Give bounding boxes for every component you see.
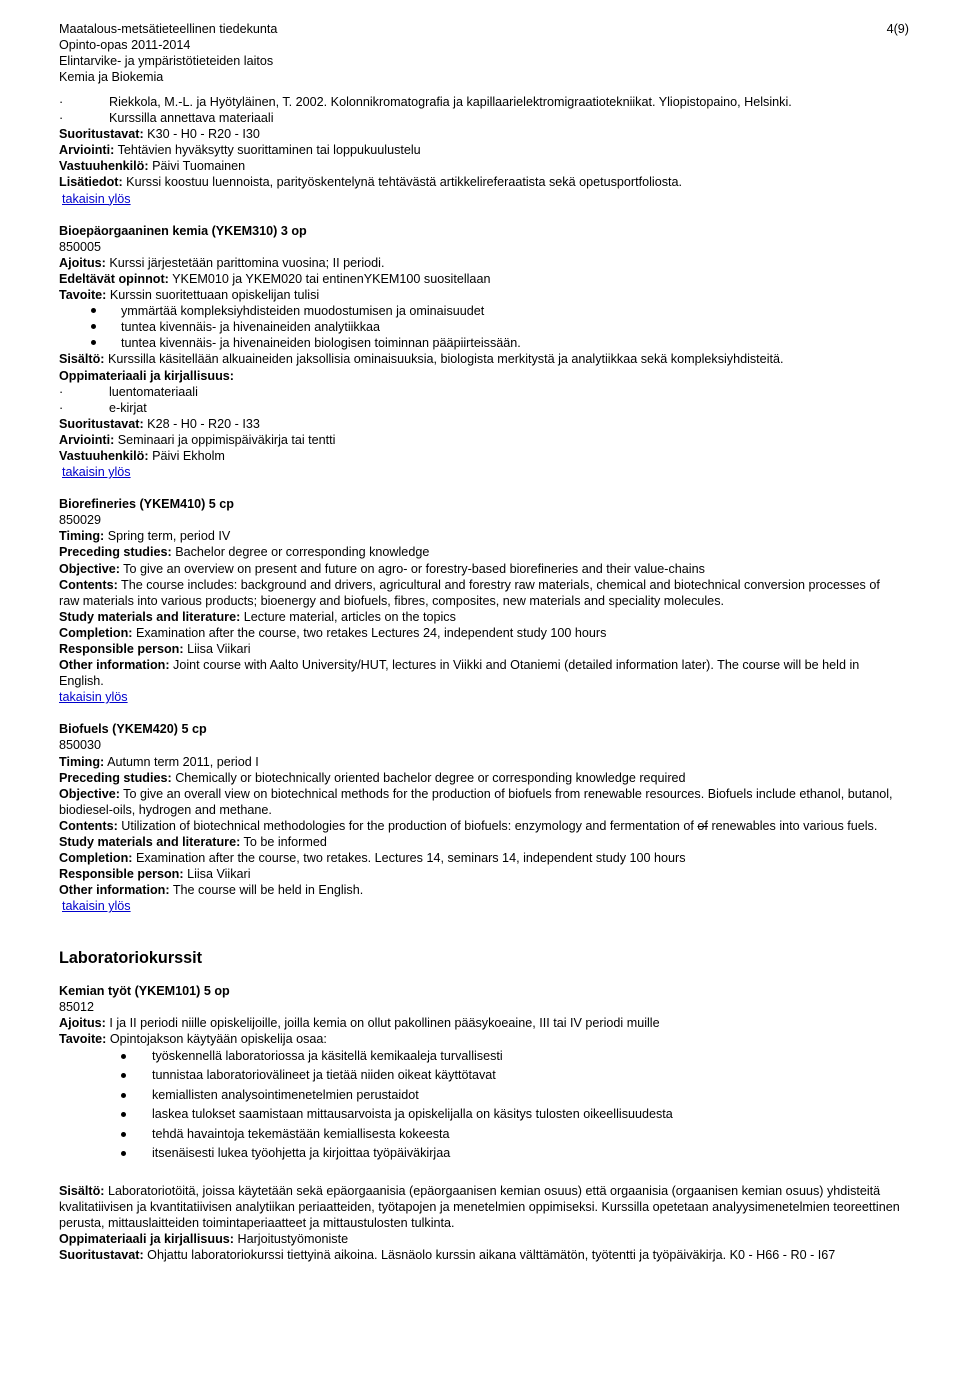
intro-suoritustavat: Suoritustavat: K30 - H0 - R20 - I30 xyxy=(59,127,260,142)
back-to-top-link[interactable]: takaisin ylös xyxy=(62,465,131,480)
list-item: laskea tulokset saamistaan mittausarvoista ja opiskelijalla on käsitys tulosten oikeellisuudesta xyxy=(59,1105,901,1125)
intro-arviointi: Arviointi: Tehtävien hyväksytty suorittaminen tai loppukuulustelu xyxy=(59,143,421,158)
course-tavoite: Tavoite: Opintojakson käytyään opiskelija osaa: xyxy=(59,1031,327,1046)
course-code: 850005 xyxy=(59,239,102,254)
material-item: · luentomateriaali xyxy=(59,384,198,399)
header-guide: Opinto-opas 2011-2014 xyxy=(59,38,191,53)
material-item: · Kurssilla annettava materiaali xyxy=(59,111,274,126)
course-suoritustavat: Suoritustavat: Ohjattu laboratoriokurssi tiettyinä aikoina. Läsnäolo kurssin aikana välttämätön, työtentti ja työpäiväkirja. K0 - H66 - R0 - I67 xyxy=(59,1248,836,1263)
course-study-materials: Study materials and literature: To be informed xyxy=(59,835,327,850)
back-to-top-link[interactable]: takaisin ylös xyxy=(59,690,128,705)
goal-list xyxy=(59,1047,901,1164)
header-faculty: Maatalous-metsätieteellinen tiedekunta xyxy=(59,22,278,36)
course-code: 85012 xyxy=(59,999,95,1014)
course-title: Biofuels (YKEM420) 5 cp xyxy=(59,722,207,737)
course-contents: Contents: Utilization of biotechnical methodologies for the production of biofuels: enzymology and fermentation of of renewables into various fuels. xyxy=(59,818,878,833)
course-sisalto: Sisältö: Laboratoriotöitä, joissa käytetään sekä epäorgaanisia (epäorgaanisen kemian osuus) että orgaanisia (orgaanisen kemian osuus) yhdisteitä kvalitatiivisen ja kvantitatiivisen analytiikan periaatteiden, työtapojen ja menetelmien oppimiseksi. Kurssilla opetetaan analyysimenetelmien teoreettinen perusta, mittauslaitteiden toimintaperiaatteet ja mittaustulosten tulkinta. xyxy=(59,1183,900,1231)
course-suoritustavat: Suoritustavat: K28 - H0 - R20 - I33 xyxy=(59,416,260,431)
header-subject: Kemia ja Biokemia xyxy=(59,70,164,85)
course-objective: Objective: To give an overview on present and future on agro- or forestry-based biorefineries and their value-chains xyxy=(59,561,705,576)
list-item: tuntea kivennäis- ja hivenaineiden analytiikkaa xyxy=(59,319,901,335)
course-ajoitus: Ajoitus: Kurssi järjestetään parittomina vuosina; II periodi. xyxy=(59,255,385,270)
intro-lisatiedot: Lisätiedot: Kurssi koostuu luennoista, parityöskentelynä tehtävästä artikkelireferaatista sekä opetusportfoliosta. xyxy=(59,175,683,190)
back-to-top-link[interactable]: takaisin ylös xyxy=(62,899,131,914)
struck-text: of xyxy=(697,818,708,833)
course-sisalto: Sisältö: Kurssilla käsitellään alkuaineiden jaksollisia ominaisuuksia, biologista merkitystä ja analytiikkaa sekä kompleksiyhdisteitä. xyxy=(59,352,784,367)
course-timing: Timing: Spring term, period IV xyxy=(59,529,231,544)
goal-list xyxy=(59,303,901,351)
course-other-info: Other information: The course will be held in English. xyxy=(59,883,364,898)
intro-vastuuhenkilo: Vastuuhenkilö: Päivi Tuomainen xyxy=(59,159,246,174)
course-timing: Timing: Autumn term 2011, period I xyxy=(59,754,259,769)
list-item: kemiallisten analysointimenetelmien perustaidot xyxy=(59,1086,901,1106)
course-edeltavat: Edeltävät opinnot: YKEM010 ja YKEM020 tai entinenYKEM100 suositellaan xyxy=(59,271,491,286)
course-preceding: Preceding studies: Bachelor degree or corresponding knowledge xyxy=(59,545,430,560)
course-arviointi: Arviointi: Seminaari ja oppimispäiväkirja tai tentti xyxy=(59,432,336,447)
material-item: · e-kirjat xyxy=(59,400,147,415)
back-to-top-link[interactable]: takaisin ylös xyxy=(62,191,131,206)
course-title: Kemian työt (YKEM101) 5 op xyxy=(59,983,230,998)
course-responsible: Responsible person: Liisa Viikari xyxy=(59,867,251,882)
course-other-info: Other information: Joint course with Aalto University/HUT, lectures in Viikki and Otaniemi (detailed information later). The course will be held in English. xyxy=(59,658,860,689)
list-item: työskennellä laboratoriossa ja käsitellä kemikaaleja turvallisesti xyxy=(59,1047,901,1067)
course-code: 850030 xyxy=(59,738,102,753)
course-oppimateriaali: Oppimateriaali ja kirjallisuus: Harjoitustyömoniste xyxy=(59,1232,349,1247)
list-item: tunnistaa laboratoriovälineet ja tietää niiden oikeat käyttötavat xyxy=(59,1066,901,1086)
course-title: Biorefineries (YKEM410) 5 cp xyxy=(59,497,234,512)
reference-item: · Riekkola, M.-L. ja Hyötyläinen, T. 2002. Kolonnikromatografia ja kapillaarielektromigraatiotekniikat. Yliopistopaino, Helsinki. xyxy=(59,95,792,109)
course-contents: Contents: The course includes: background and drivers, agricultural and forestry raw materials, chemical and biotechnical conversion processes of raw materials into various products; bioenergy and biofuels, fibres, composites, new materials and speciality molecules. xyxy=(59,577,880,608)
course-title: Bioepäorgaaninen kemia (YKEM310) 3 op xyxy=(59,223,307,238)
course-oppimateriaali: Oppimateriaali ja kirjallisuus: xyxy=(59,368,234,383)
course-objective: Objective: To give an overall view on biotechnical methods for the production of biofuels from renewable resources. Biofuels include ethanol, butanol, biodiesel-oils, hydrogen and methane. xyxy=(59,786,893,817)
course-preceding: Preceding studies: Chemically or biotechnically oriented bachelor degree or corresponding knowledge required xyxy=(59,770,686,785)
page-header xyxy=(59,21,909,85)
section-heading: Laboratoriokurssit xyxy=(59,948,203,967)
course-study-materials: Study materials and literature: Lecture material, articles on the topics xyxy=(59,609,456,624)
main-content xyxy=(59,94,901,1263)
course-tavoite: Tavoite: Kurssin suoritettuaan opiskelijan tulisi xyxy=(59,288,320,303)
course-ajoitus: Ajoitus: I ja II periodi niille opiskelijoille, joilla kemia on ollut pakollinen pääsykoeaine, III tai IV periodi muille xyxy=(59,1015,660,1030)
list-item: ymmärtää kompleksiyhdisteiden muodostumisen ja ominaisuudet xyxy=(59,303,901,319)
list-item: itsenäisesti lukea työohjetta ja kirjoittaa työpäiväkirjaa xyxy=(59,1144,901,1164)
course-responsible: Responsible person: Liisa Viikari xyxy=(59,642,251,656)
course-completion: Completion: Examination after the course, two retakes Lectures 24, independent study 100 hours xyxy=(59,625,607,640)
list-item: tehdä havaintoja tekemästään kemiallisesta kokeesta xyxy=(59,1125,901,1145)
header-department: Elintarvike- ja ympäristötieteiden laitos xyxy=(59,54,274,69)
course-completion: Completion: Examination after the course, two retakes. Lectures 14, seminars 14, independent study 100 hours xyxy=(59,851,686,866)
course-code: 850029 xyxy=(59,513,102,528)
list-item: tuntea kivennäis- ja hivenaineiden biologisen toiminnan pääpiirteissään. xyxy=(59,335,901,351)
page-number: 4(9) xyxy=(886,22,909,36)
course-vastuuhenkilo: Vastuuhenkilö: Päivi Ekholm xyxy=(59,448,225,463)
